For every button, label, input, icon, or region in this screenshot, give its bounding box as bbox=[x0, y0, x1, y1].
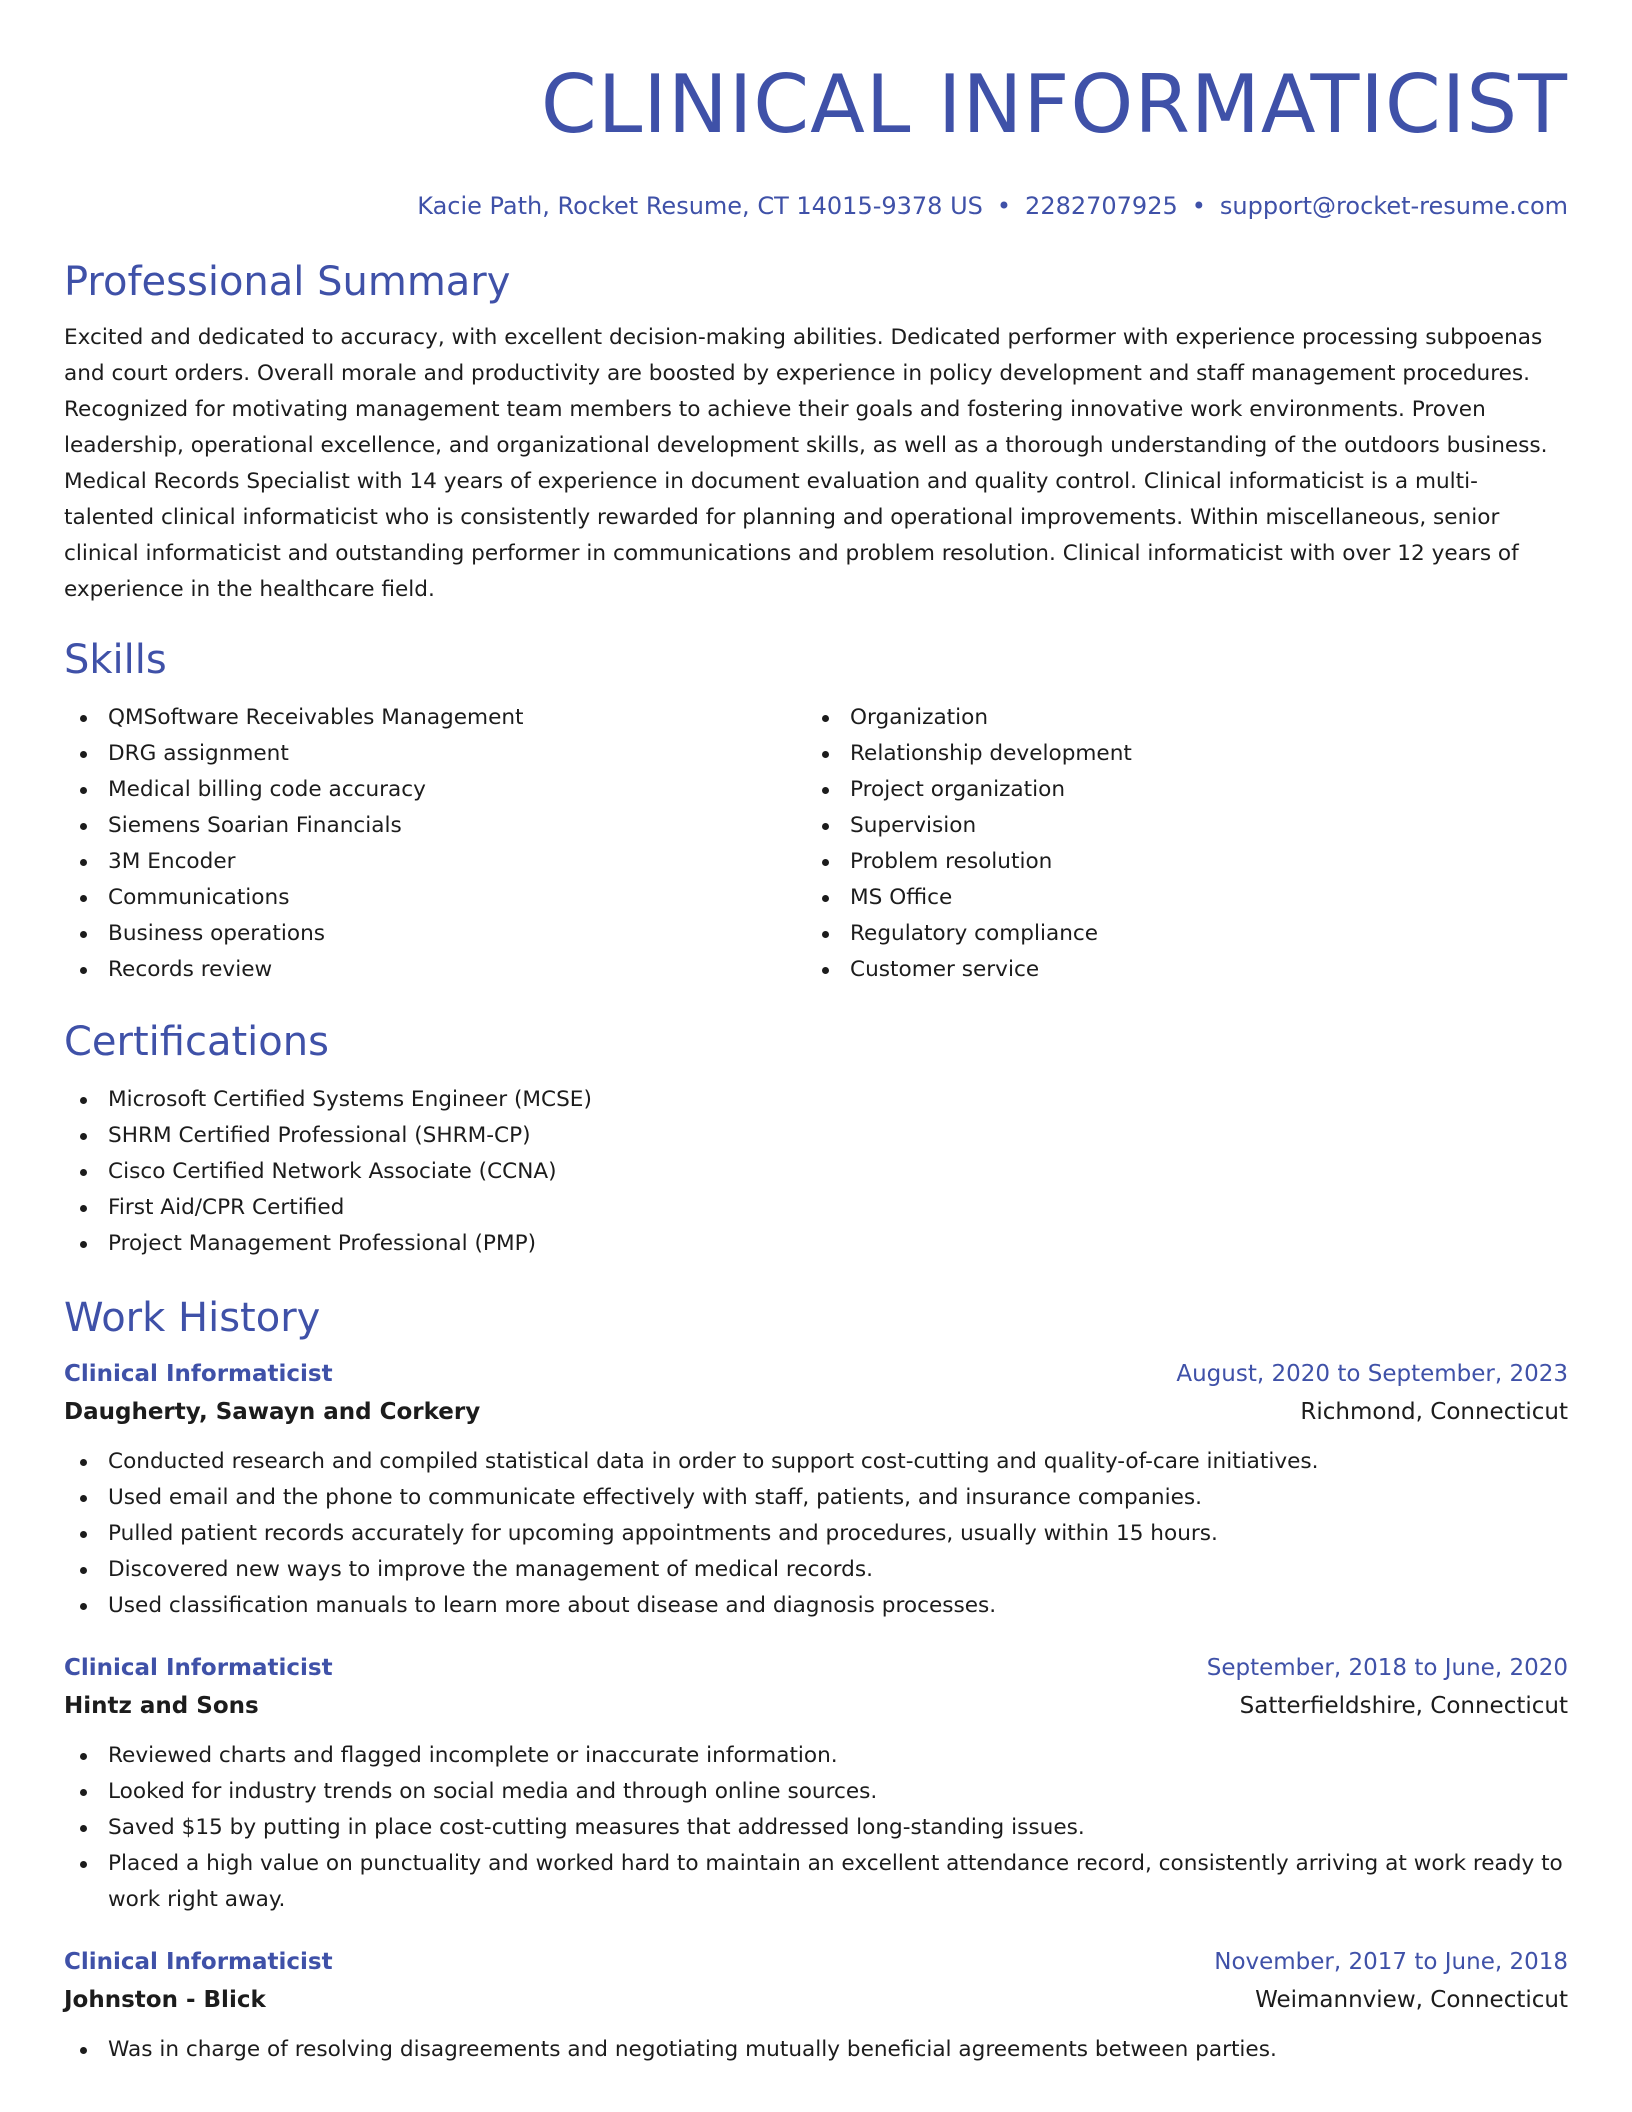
job-title-row bbox=[64, 1356, 1568, 1392]
work-history-section bbox=[64, 1292, 1568, 2068]
skill-item: Relationship development bbox=[806, 736, 1548, 772]
summary-section bbox=[64, 256, 1568, 608]
skill-item: QMSoftware Receivables Management bbox=[64, 700, 806, 736]
job-location: Weimannview, Connecticut bbox=[1255, 1987, 1568, 2013]
job-bullet: Looked for industry trends on social media and through online sources. bbox=[64, 1774, 1568, 1810]
skills-heading: Skills bbox=[64, 637, 167, 683]
skill-item: 3M Encoder bbox=[64, 844, 806, 880]
skills-grid bbox=[64, 700, 1568, 988]
skill-item: Siemens Soarian Financials bbox=[64, 808, 806, 844]
skill-item: Medical billing code accuracy bbox=[64, 772, 806, 808]
job-title: Clinical Informaticist bbox=[64, 1361, 333, 1387]
skill-item: Records review bbox=[64, 952, 806, 988]
certification-item: First Aid/CPR Certified bbox=[64, 1190, 1568, 1226]
skill-item: DRG assignment bbox=[64, 736, 806, 772]
summary-text: Excited and dedicated to accuracy, with excellent decision-making abilities. Dedicated performer with experience processing subpoenas and court orders. Overall morale and productivity are boosted by experience in policy development and staff management procedures. Recognized for motivating management team members to achieve their goals and fostering innovative work environments. Proven leadership, operational excellence, and organizational development skills, as well as a thorough understanding of the outdoors business. Medical Records Specialist with 14 years of experience in document evaluation and quality control. Clinical informaticist is a multi-talented clinical informaticist who is consistently rewarded for planning and operational improvements. Within miscellaneous, senior clinical informaticist and outstanding performer in communications and problem resolution. Clinical informaticist with over 12 years of experience in the healthcare field. bbox=[64, 325, 1548, 602]
skill-item: Organization bbox=[806, 700, 1548, 736]
job-company: Hintz and Sons bbox=[64, 1693, 259, 1719]
certifications-heading: Certifications bbox=[64, 1019, 329, 1065]
resume-title: CLINICAL INFORMATICIST bbox=[540, 58, 1568, 151]
skill-item: Communications bbox=[64, 880, 806, 916]
job-bullets bbox=[64, 1444, 1568, 1624]
job-company-row bbox=[64, 1392, 1568, 1432]
certification-item: Cisco Certified Network Associate (CCNA) bbox=[64, 1154, 1568, 1190]
skill-item: Customer service bbox=[806, 952, 1548, 988]
contact-email[interactable]: support@rocket-resume.com bbox=[1219, 192, 1568, 220]
job-bullet: Pulled patient records accurately for upcoming appointments and procedures, usually within 15 hours. bbox=[64, 1516, 1568, 1552]
skill-item: Supervision bbox=[806, 808, 1548, 844]
job-dates: November, 2017 to June, 2018 bbox=[1214, 1949, 1568, 1975]
job-bullet: Was in charge of resolving disagreements and negotiating mutually beneficial agreements between parties. bbox=[64, 2032, 1568, 2068]
certification-item: Microsoft Certified Systems Engineer (MCSE) bbox=[64, 1082, 1568, 1118]
certification-item: SHRM Certified Professional (SHRM-CP) bbox=[64, 1118, 1568, 1154]
contact-separator: • bbox=[1191, 192, 1206, 220]
job-company: Daugherty, Sawayn and Corkery bbox=[64, 1399, 481, 1425]
job-bullets bbox=[64, 1738, 1568, 1918]
job-entry bbox=[64, 1650, 1568, 1918]
job-company-row bbox=[64, 1686, 1568, 1726]
job-title-row bbox=[64, 1650, 1568, 1686]
skills-list-left bbox=[64, 700, 806, 988]
job-title: Clinical Informaticist bbox=[64, 1949, 333, 1975]
job-entry bbox=[64, 1944, 1568, 2068]
skill-item: Project organization bbox=[806, 772, 1548, 808]
contact-address: Kacie Path, Rocket Resume, CT 14015-9378 US bbox=[417, 192, 983, 220]
skills-section bbox=[64, 634, 1568, 988]
job-bullet: Discovered new ways to improve the management of medical records. bbox=[64, 1552, 1568, 1588]
skill-item: Regulatory compliance bbox=[806, 916, 1548, 952]
skills-list-right bbox=[806, 700, 1548, 988]
skill-item: Problem resolution bbox=[806, 844, 1548, 880]
job-location: Satterfieldshire, Connecticut bbox=[1239, 1693, 1568, 1719]
certifications-section bbox=[64, 1016, 1568, 1262]
skill-item: Business operations bbox=[64, 916, 806, 952]
job-entry bbox=[64, 1356, 1568, 1624]
skill-item: MS Office bbox=[806, 880, 1548, 916]
certification-item: Project Management Professional (PMP) bbox=[64, 1226, 1568, 1262]
contact-separator: • bbox=[996, 192, 1012, 220]
job-title-row bbox=[64, 1944, 1568, 1980]
summary-heading: Professional Summary bbox=[64, 259, 511, 305]
job-bullet: Used email and the phone to communicate effectively with staff, patients, and insurance companies. bbox=[64, 1480, 1568, 1516]
job-bullet: Reviewed charts and flagged incomplete or inaccurate information. bbox=[64, 1738, 1568, 1774]
job-title: Clinical Informaticist bbox=[64, 1655, 333, 1681]
job-location: Richmond, Connecticut bbox=[1300, 1399, 1568, 1425]
job-dates: September, 2018 to June, 2020 bbox=[1206, 1655, 1568, 1681]
job-bullet: Conducted research and compiled statistical data in order to support cost-cutting and quality-of-care initiatives. bbox=[64, 1444, 1568, 1480]
job-bullet: Used classification manuals to learn more about disease and diagnosis processes. bbox=[64, 1588, 1568, 1624]
job-bullet: Saved $15 by putting in place cost-cutting measures that addressed long-standing issues. bbox=[64, 1810, 1568, 1846]
job-dates: August, 2020 to September, 2023 bbox=[1176, 1361, 1568, 1387]
contact-line bbox=[64, 188, 1568, 224]
contact-phone: 2282707925 bbox=[1025, 192, 1178, 220]
certifications-list bbox=[64, 1082, 1568, 1262]
job-company-row bbox=[64, 1980, 1568, 2020]
work-history-heading: Work History bbox=[64, 1295, 321, 1341]
job-bullet: Placed a high value on punctuality and worked hard to maintain an excellent attendance record, consistently arriving at work ready to work right away. bbox=[64, 1846, 1568, 1918]
job-bullets bbox=[64, 2032, 1568, 2068]
job-company: Johnston - Blick bbox=[64, 1987, 266, 2013]
